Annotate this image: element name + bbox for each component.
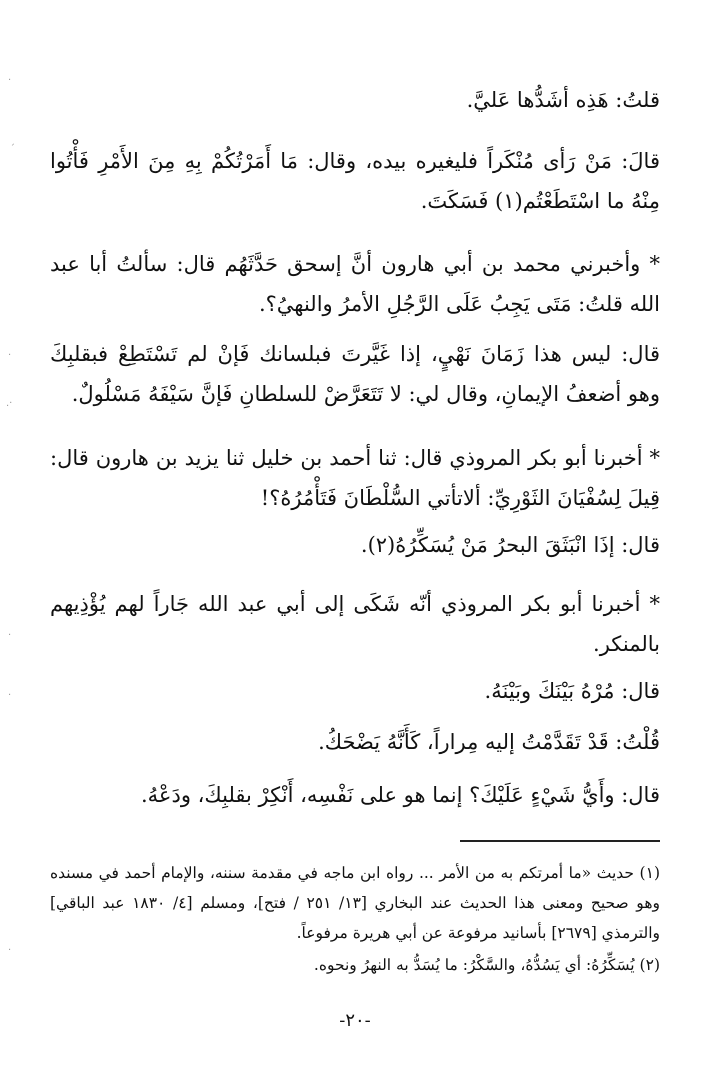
scan-speck: ·: [8, 75, 12, 86]
paragraph-6: قال: إذَا انْبَثَقَ البحرُ مَنْ يُسَكِّرُهُ(٢).: [360, 533, 660, 557]
paragraph-3: * وأخبرني محمد بن أبي هارون أنَّ إسحق حَدَّثَهُم قال: سألتُ أبا عبد الله قلتُ: مَتَى يَجِبُ عَلَى الرَّجُلِ الأمرُ والنهيُ؟.: [50, 252, 660, 316]
page-body: [50, 70, 660, 1060]
scan-speck: ·: [8, 630, 12, 641]
paragraph-1: قلتُ: هَذِه أشَدُّها عَليَّ.: [466, 88, 660, 112]
footnote-divider: [460, 840, 660, 842]
scan-speck: ˏ: [10, 135, 15, 146]
scan-speck: .·: [6, 398, 13, 409]
paragraph-5: * أخبرنا أبو بكر المروذي قال: ثنا أحمد بن خليل ثنا يزيد بن هارون قال: قِيلَ لِسُفْيَانَ الثَوْرِيِّ: ألاتأتي السُّلْطَانَ فَتَأْمُرُهُ؟!: [50, 446, 660, 510]
footnote-2: (٢) يُسَكِّرُهُ: أي يَسُدُّهُ، والسَّكْرُ: ما يُسَدُّ به النهرُ ونحوه.: [313, 956, 660, 974]
page-number: -٢٠-: [339, 1010, 371, 1031]
scan-speck: ·: [8, 350, 12, 361]
paragraph-8: قال: مُرْهُ بَيْنَكَ وبَيْنَهُ.: [484, 679, 660, 703]
paragraph-4: قال: ليس هذا زَمَانَ نَهْيٍ، إذا غَيَّرتَ فبلسانك فَإنْ لم تَسْتَطِعْ فبقلبِكَ وهو أضعفُ الإيمانِ، وقال لي: لا تَتَعَرَّضْ للسلطانِ فَإنَّ سَيْفَهُ مَسْلُولٌ.: [50, 342, 660, 406]
paragraph-9: قُلْتُ: قَدْ تَقَدَّمْتُ إليه مِراراً، كَأَنَّهُ يَضْحَكُ.: [318, 730, 660, 754]
scan-speck: ·: [8, 690, 12, 701]
scan-speck: ·: [8, 945, 12, 956]
paragraph-7: * أخبرنا أبو بكر المروذي أنّه شَكَى إلى أبي عبد الله جَاراً لهم يُؤْذِيهم بالمنكر.: [50, 592, 660, 656]
footnote-1: (١) حديث «ما أمرتكم به من الأمر ... رواه ابن ماجه في مقدمة سننه، والإمام أحمد في مسنده وهو صحيح ومعنى هذا الحديث عند البخاري [١٣/ ٢٥١ / فتح]، ومسلم [٤/ ١٨٣٠ عبد الباقي] والترمذي [٢٦٧٩] بأسانيد مرفوعة عن أبي هريرة مرفوعاً.: [50, 864, 660, 942]
paragraph-10: قال: وأَيُّ شَيْءٍ عَلَيْكَ؟ إنما هو على نَفْسِه، أَنْكِرْ بقلبِكَ، ودَعْهُ.: [141, 783, 660, 807]
paragraph-2: قالَ: مَنْ رَأى مُنْكَراً فليغيره بيده، وقال: مَا أَمَرْتُكُمْ بِهِ مِنَ الأَمْرِ فَأْتُوا مِنْهُ ما اسْتَطَعْتُم(١) فَسَكَتَ.: [50, 149, 660, 213]
